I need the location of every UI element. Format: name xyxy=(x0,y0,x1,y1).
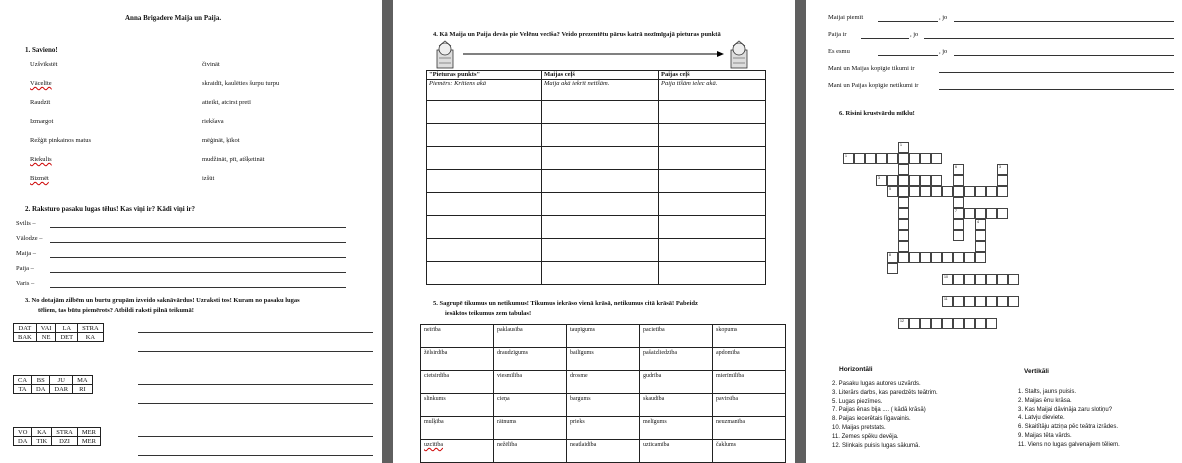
vertical-clue: 3. Kas Maijai dāvināja zaru slotiņu? xyxy=(1018,406,1113,413)
answer-line-short[interactable] xyxy=(861,38,909,39)
task3-heading-line2: tēliem, tas būtu piemērots? Atbildi raksti pilnā teikumā! xyxy=(38,307,194,314)
sentence-join: , jo xyxy=(939,14,948,21)
crossword-number: 10 xyxy=(944,275,948,279)
crossword-cell[interactable] xyxy=(975,230,986,241)
crossword-cell[interactable] xyxy=(898,164,909,175)
crossword-cell[interactable] xyxy=(964,296,975,307)
task2-heading: 2. Raksturo pasaku lugas tēlus! Kas viņi ir? Kādi viņi ir? xyxy=(25,205,196,213)
horizontal-clue: 12. Slinkais puisis lugas sākumā. xyxy=(832,442,921,449)
crossword-cell[interactable] xyxy=(975,186,986,197)
match-left-item[interactable]: Vācelīte xyxy=(30,80,52,87)
crossword-cell[interactable] xyxy=(887,186,898,197)
syllable-cell: DAT xyxy=(14,324,37,333)
word-cell[interactable]: drosme xyxy=(567,371,640,394)
crossword-cell[interactable] xyxy=(986,186,997,197)
word-cell[interactable]: paklausība xyxy=(494,325,567,348)
crossword-number: 11 xyxy=(944,297,948,301)
word-cell[interactable]: skaudība xyxy=(640,394,713,417)
crossword-cell[interactable] xyxy=(986,318,997,329)
match-left-item[interactable]: Raudzīt xyxy=(30,99,51,106)
word-cell[interactable]: cietsirdība xyxy=(421,371,494,394)
word-cell[interactable]: mierīmīlība xyxy=(713,371,786,394)
vertical-clue: 9. Maijas tēta vārds. xyxy=(1018,433,1072,439)
crossword-cell[interactable] xyxy=(898,186,909,197)
crossword-cell[interactable] xyxy=(931,175,942,186)
word-cell[interactable]: cieņa xyxy=(494,394,567,417)
answer-line-short[interactable] xyxy=(878,55,938,56)
crossword-cell[interactable] xyxy=(942,252,953,263)
horizontal-clue: 2. Pasaku lugas autores uzvārds. xyxy=(832,381,921,387)
crossword-cell[interactable] xyxy=(909,175,920,186)
table-cell[interactable] xyxy=(427,170,542,193)
syllable-cell: MA xyxy=(73,376,92,385)
match-right-item[interactable]: čivināt xyxy=(202,61,220,68)
vertical-clue: 11. Viens no lugas galvenajiem tēliem. xyxy=(1018,441,1120,448)
worksheet-page-1 xyxy=(0,0,382,463)
table-cell[interactable] xyxy=(542,147,659,170)
crossword-cell[interactable] xyxy=(975,252,986,263)
table-cell[interactable] xyxy=(542,193,659,216)
table-cell[interactable] xyxy=(427,193,542,216)
word-cell[interactable]: uzcītība xyxy=(421,440,494,463)
syllable-cell: TA xyxy=(14,385,32,394)
crossword-number: 3 xyxy=(999,165,1001,169)
crossword-number: 1 xyxy=(900,143,902,147)
word-cell[interactable]: taupīgums xyxy=(567,325,640,348)
syllable-cell: KA xyxy=(32,428,52,437)
sentence-start: Maijai piemīt xyxy=(828,14,864,21)
syllable-cell: JU xyxy=(50,376,73,385)
crossword-cell[interactable] xyxy=(898,208,909,219)
word-cell[interactable]: gudrība xyxy=(640,371,713,394)
table-cell[interactable] xyxy=(427,262,542,285)
match-left-item[interactable]: Riekulis xyxy=(30,156,52,163)
word-cell[interactable]: mulķība xyxy=(421,417,494,440)
table-cell[interactable] xyxy=(659,193,766,216)
maija-figure-icon xyxy=(437,41,453,68)
crossword-cell[interactable] xyxy=(953,208,964,219)
answer-line[interactable] xyxy=(939,89,1174,90)
crossword-cell[interactable] xyxy=(876,175,887,186)
crossword-cell[interactable] xyxy=(898,142,909,153)
column-header: "Pieturas punkts" xyxy=(427,71,542,80)
crossword-cell[interactable] xyxy=(953,186,964,197)
crossword-cell[interactable] xyxy=(931,153,942,164)
sentence-start: Mani un Paijas kopīgie netikumi ir xyxy=(828,82,919,89)
crossword-number: 7 xyxy=(955,209,957,213)
crossword-cell[interactable] xyxy=(953,230,964,241)
crossword-cell[interactable] xyxy=(898,153,909,164)
example-cell: Piemērs: Kritiens akā xyxy=(427,80,542,101)
crossword-cell[interactable] xyxy=(975,318,986,329)
page-title: Anna Brigadere Maija un Paija. xyxy=(125,14,222,22)
syllable-cell: BS xyxy=(32,376,50,385)
crossword-cell[interactable] xyxy=(1008,296,1019,307)
table-cell[interactable] xyxy=(659,147,766,170)
table-cell[interactable] xyxy=(542,239,659,262)
task6-heading: 6. Risini krustvārdu mīklu! xyxy=(839,110,915,117)
match-left-item[interactable]: Režģīt pinkainos matus xyxy=(30,137,92,144)
crossword-cell[interactable] xyxy=(843,153,854,164)
syllable-grid xyxy=(13,375,93,394)
syllable-cell: VAI xyxy=(36,324,56,333)
crossword-number: 6 xyxy=(955,165,957,169)
match-right-item[interactable]: skraidīt, kaulēties šurpu turpu xyxy=(202,80,280,87)
word-cell[interactable]: žēlsirdība xyxy=(421,348,494,371)
table-cell[interactable] xyxy=(659,216,766,239)
word-cell[interactable]: bargums xyxy=(567,394,640,417)
answer-line[interactable] xyxy=(50,257,346,258)
syllable-cell: STRA xyxy=(78,324,104,333)
crossword-cell[interactable] xyxy=(964,186,975,197)
word-cell[interactable]: uzticamība xyxy=(640,440,713,463)
sentence-start: Paija ir xyxy=(828,31,847,38)
match-right-item[interactable]: mēģināt, ķīkot xyxy=(202,137,240,144)
crossword-cell[interactable] xyxy=(953,197,964,208)
match-right-item[interactable]: atteikt, atcirst pretī xyxy=(202,99,251,106)
crossword-cell[interactable] xyxy=(898,175,909,186)
crossword-cell[interactable] xyxy=(887,263,898,274)
syllable-cell: MER xyxy=(77,437,100,446)
syllable-cell: DA xyxy=(14,437,32,446)
character-label: Paija – xyxy=(16,265,34,272)
match-right-item[interactable]: mudžināt, pīt, atšķetināt xyxy=(202,156,265,163)
character-label: Vālodze – xyxy=(16,235,43,242)
answer-line[interactable] xyxy=(138,332,373,333)
word-cell[interactable]: pavirsība xyxy=(713,394,786,417)
crossword-cell[interactable] xyxy=(975,241,986,252)
task4-table xyxy=(426,70,766,285)
word-cell[interactable]: čaklums xyxy=(713,440,786,463)
horizontal-clue: 10. Maijas pretstats. xyxy=(832,425,886,431)
crossword-cell[interactable] xyxy=(920,252,931,263)
crossword-cell[interactable] xyxy=(964,208,975,219)
syllable-cell: DET xyxy=(56,333,78,342)
column-header: Maijas ceļš xyxy=(542,71,659,80)
crossword-cell[interactable] xyxy=(942,274,953,285)
crossword-cell[interactable] xyxy=(997,208,1008,219)
horizontal-clue: 5. Lugas piezīmes. xyxy=(832,398,883,405)
crossword-cell[interactable] xyxy=(920,175,931,186)
syllable-cell: STRA xyxy=(52,428,78,437)
vertical-clue: 1. Stalts, jauns puisis. xyxy=(1018,389,1077,395)
table-cell[interactable] xyxy=(659,101,766,124)
answer-line[interactable] xyxy=(50,242,346,243)
worksheet-page-3 xyxy=(806,0,1182,463)
crossword-cell[interactable] xyxy=(997,296,1008,307)
sentence-join: , jo xyxy=(939,48,948,55)
match-right-item[interactable]: riekšava xyxy=(202,118,224,125)
crossword-cell[interactable] xyxy=(986,208,997,219)
table-cell[interactable] xyxy=(427,147,542,170)
answer-line[interactable] xyxy=(50,227,346,228)
table-cell[interactable] xyxy=(659,262,766,285)
crossword-cell[interactable] xyxy=(964,318,975,329)
crossword-cell[interactable] xyxy=(909,318,920,329)
crossword-cell[interactable] xyxy=(975,208,986,219)
crossword-cell[interactable] xyxy=(953,296,964,307)
table-cell[interactable] xyxy=(659,124,766,147)
word-cell[interactable]: neīrība xyxy=(421,325,494,348)
crossword-number: 12 xyxy=(900,319,904,323)
answer-line[interactable] xyxy=(50,272,346,273)
crossword-cell[interactable] xyxy=(997,164,1008,175)
paija-figure-icon xyxy=(731,41,747,68)
word-cell[interactable]: melīgums xyxy=(640,417,713,440)
task5-heading-line2: iesāktos teikumus zem tabulas! xyxy=(445,310,532,317)
crossword-cell[interactable] xyxy=(953,318,964,329)
crossword-cell[interactable] xyxy=(898,219,909,230)
word-cell[interactable]: apdomība xyxy=(713,348,786,371)
syllable-cell: KA xyxy=(78,333,104,342)
example-cell: Maija akā iekrīt netīšām. xyxy=(542,80,659,101)
crossword-cell[interactable] xyxy=(909,186,920,197)
match-right-item[interactable]: izšūt xyxy=(202,175,215,182)
syllable-cell: CA xyxy=(14,376,32,385)
syllable-cell: NE xyxy=(36,333,56,342)
crossword-number: 3 xyxy=(878,176,880,180)
word-cell[interactable]: slinkums xyxy=(421,394,494,417)
column-header: Paijas ceļš xyxy=(659,71,766,80)
answer-line[interactable] xyxy=(954,55,1174,56)
answer-line[interactable] xyxy=(138,351,373,352)
table-cell[interactable] xyxy=(427,124,542,147)
table-cell[interactable] xyxy=(542,216,659,239)
character-label: Varis – xyxy=(16,280,35,287)
character-label: Svilis – xyxy=(16,220,36,227)
example-cell: Paija tīšām ielec akā. xyxy=(659,80,766,101)
crossword-cell[interactable] xyxy=(942,318,953,329)
crossword-cell[interactable] xyxy=(953,164,964,175)
crossword-cell[interactable] xyxy=(931,318,942,329)
vertical-clue: 6. Skaitītāju atziņa pēc teātra izrādes. xyxy=(1018,424,1119,431)
table-cell[interactable] xyxy=(659,170,766,193)
answer-line[interactable] xyxy=(939,72,1174,73)
table-cell[interactable] xyxy=(427,101,542,124)
crossword-cell[interactable] xyxy=(887,153,898,164)
crossword-cell[interactable] xyxy=(920,153,931,164)
crossword-cell[interactable] xyxy=(909,153,920,164)
syllable-cell: MER xyxy=(77,428,100,437)
crossword-cell[interactable] xyxy=(931,186,942,197)
syllable-cell: DAR xyxy=(50,385,73,394)
syllable-cell: BAK xyxy=(14,333,37,342)
vertical-clue: 4. Latvju dieviete. xyxy=(1018,415,1065,422)
word-cell[interactable]: viesmīlība xyxy=(494,371,567,394)
word-cell[interactable]: draudzīgums xyxy=(494,348,567,371)
path-illustration xyxy=(393,40,795,74)
crossword-number: 4 xyxy=(977,220,979,224)
syllable-cell: RI xyxy=(73,385,92,394)
task5-virtues-table xyxy=(420,324,786,463)
crossword-cell[interactable] xyxy=(964,274,975,285)
answer-line-short[interactable] xyxy=(878,21,938,22)
crossword-cell[interactable] xyxy=(942,296,953,307)
crossword-cell[interactable] xyxy=(854,153,865,164)
crossword-cell[interactable] xyxy=(942,186,953,197)
crossword-cell[interactable] xyxy=(876,153,887,164)
sentence-start: Es esmu xyxy=(828,48,850,55)
task5-heading-line1: 5. Sagrupē tikumus un netikumus! Tikumus iekrāso vienā krāsā, netikumus citā krāsā! Pabeidz xyxy=(433,300,698,307)
syllable-cell: LA xyxy=(56,324,78,333)
table-cell[interactable] xyxy=(659,239,766,262)
crossword-cell[interactable] xyxy=(986,274,997,285)
word-cell[interactable]: skopums xyxy=(713,325,786,348)
answer-line[interactable] xyxy=(954,21,1174,22)
crossword-cell[interactable] xyxy=(898,230,909,241)
answer-line[interactable] xyxy=(138,403,373,404)
crossword-cell[interactable] xyxy=(953,219,964,230)
word-cell[interactable]: bailīgums xyxy=(567,348,640,371)
syllable-cell: DZI xyxy=(52,437,78,446)
crossword-number: 5 xyxy=(889,187,891,191)
crossword-cell[interactable] xyxy=(975,219,986,230)
horizontal-clue: 3. Literārs darbs, kas paredzēts teātrim. xyxy=(832,389,938,396)
syllable-cell: DA xyxy=(32,385,50,394)
table-cell[interactable] xyxy=(542,262,659,285)
word-cell[interactable]: neuzmanība xyxy=(713,417,786,440)
crossword-cell[interactable] xyxy=(975,274,986,285)
word-cell[interactable]: prieks xyxy=(567,417,640,440)
character-label: Maija – xyxy=(16,250,37,257)
task4-heading: 4. Kā Maija un Paija devās pie Velēnu vecīša? Veido prezentētu pārus katrā nozīmīgajā pieturas punktā xyxy=(433,31,721,38)
horizontal-clue: 8. Paijas iecerētais līgavainis. xyxy=(832,416,911,423)
crossword-cell[interactable] xyxy=(887,175,898,186)
crossword-cell[interactable] xyxy=(898,318,909,329)
crossword-cell[interactable] xyxy=(953,252,964,263)
crossword-cell[interactable] xyxy=(1008,274,1019,285)
word-cell[interactable]: pacietība xyxy=(640,325,713,348)
word-cell[interactable]: nežēlība xyxy=(494,440,567,463)
crossword-number: 1 xyxy=(845,154,847,158)
vertical-clues-title: Vertikāli xyxy=(1024,368,1049,375)
crossword-cell[interactable] xyxy=(898,241,909,252)
match-left-item[interactable]: Uzšvīkstēt xyxy=(30,61,58,68)
crossword-cell[interactable] xyxy=(920,186,931,197)
table-cell[interactable] xyxy=(427,216,542,239)
horizontal-clue: 11. Zemes spēku devēja. xyxy=(832,433,899,440)
answer-line[interactable] xyxy=(924,38,1174,39)
horizontal-clue: 7. Paijas ēnas bija .... ( kādā krāsā) xyxy=(832,407,926,414)
syllable-cell: TIK xyxy=(32,437,52,446)
crossword-number: 8 xyxy=(889,253,891,257)
word-cell[interactable]: neatlaidība xyxy=(567,440,640,463)
table-cell[interactable] xyxy=(542,170,659,193)
crossword-cell[interactable] xyxy=(931,252,942,263)
word-cell[interactable]: rātnums xyxy=(494,417,567,440)
crossword-cell[interactable] xyxy=(887,252,898,263)
table-cell[interactable] xyxy=(542,101,659,124)
answer-line[interactable] xyxy=(50,287,346,288)
crossword-cell[interactable] xyxy=(898,252,909,263)
crossword-cell[interactable] xyxy=(953,274,964,285)
answer-line[interactable] xyxy=(138,384,373,385)
crossword-cell[interactable] xyxy=(975,296,986,307)
horizontal-clues-title: Horizontāli xyxy=(839,366,873,373)
match-left-item[interactable]: Bizmēt xyxy=(30,175,49,182)
crossword-cell[interactable] xyxy=(909,252,920,263)
crossword-cell[interactable] xyxy=(997,175,1008,186)
table-cell[interactable] xyxy=(427,239,542,262)
match-left-item[interactable]: Izmargot xyxy=(30,118,54,125)
crossword-cell[interactable] xyxy=(898,197,909,208)
answer-line[interactable] xyxy=(138,455,373,456)
answer-line[interactable] xyxy=(138,436,373,437)
crossword-cell[interactable] xyxy=(964,252,975,263)
syllable-cell: VO xyxy=(14,428,32,437)
vertical-clue: 2. Maijas ēnu krāsa. xyxy=(1018,397,1072,404)
syllable-grid xyxy=(13,427,101,446)
crossword-cell[interactable] xyxy=(986,296,997,307)
task3-heading-line1: 3. No dotajām zilbēm un burtu grupām izveido saknāvārdus! Uzraksti tos! Kuram no pasaku lugas xyxy=(25,297,300,304)
syllable-grid xyxy=(13,323,104,342)
crossword-cell[interactable] xyxy=(920,318,931,329)
crossword-cell[interactable] xyxy=(865,153,876,164)
sentence-start: Mani un Maijas kopīgie tikumi ir xyxy=(828,65,915,72)
task1-heading: 1. Savieno! xyxy=(25,46,58,54)
crossword-cell[interactable] xyxy=(997,186,1008,197)
table-cell[interactable] xyxy=(542,124,659,147)
sentence-join: , jo xyxy=(910,31,919,38)
crossword-cell[interactable] xyxy=(953,175,964,186)
word-cell[interactable]: pašaizliedzība xyxy=(640,348,713,371)
worksheet-page-2 xyxy=(393,0,795,463)
crossword-cell[interactable] xyxy=(997,274,1008,285)
